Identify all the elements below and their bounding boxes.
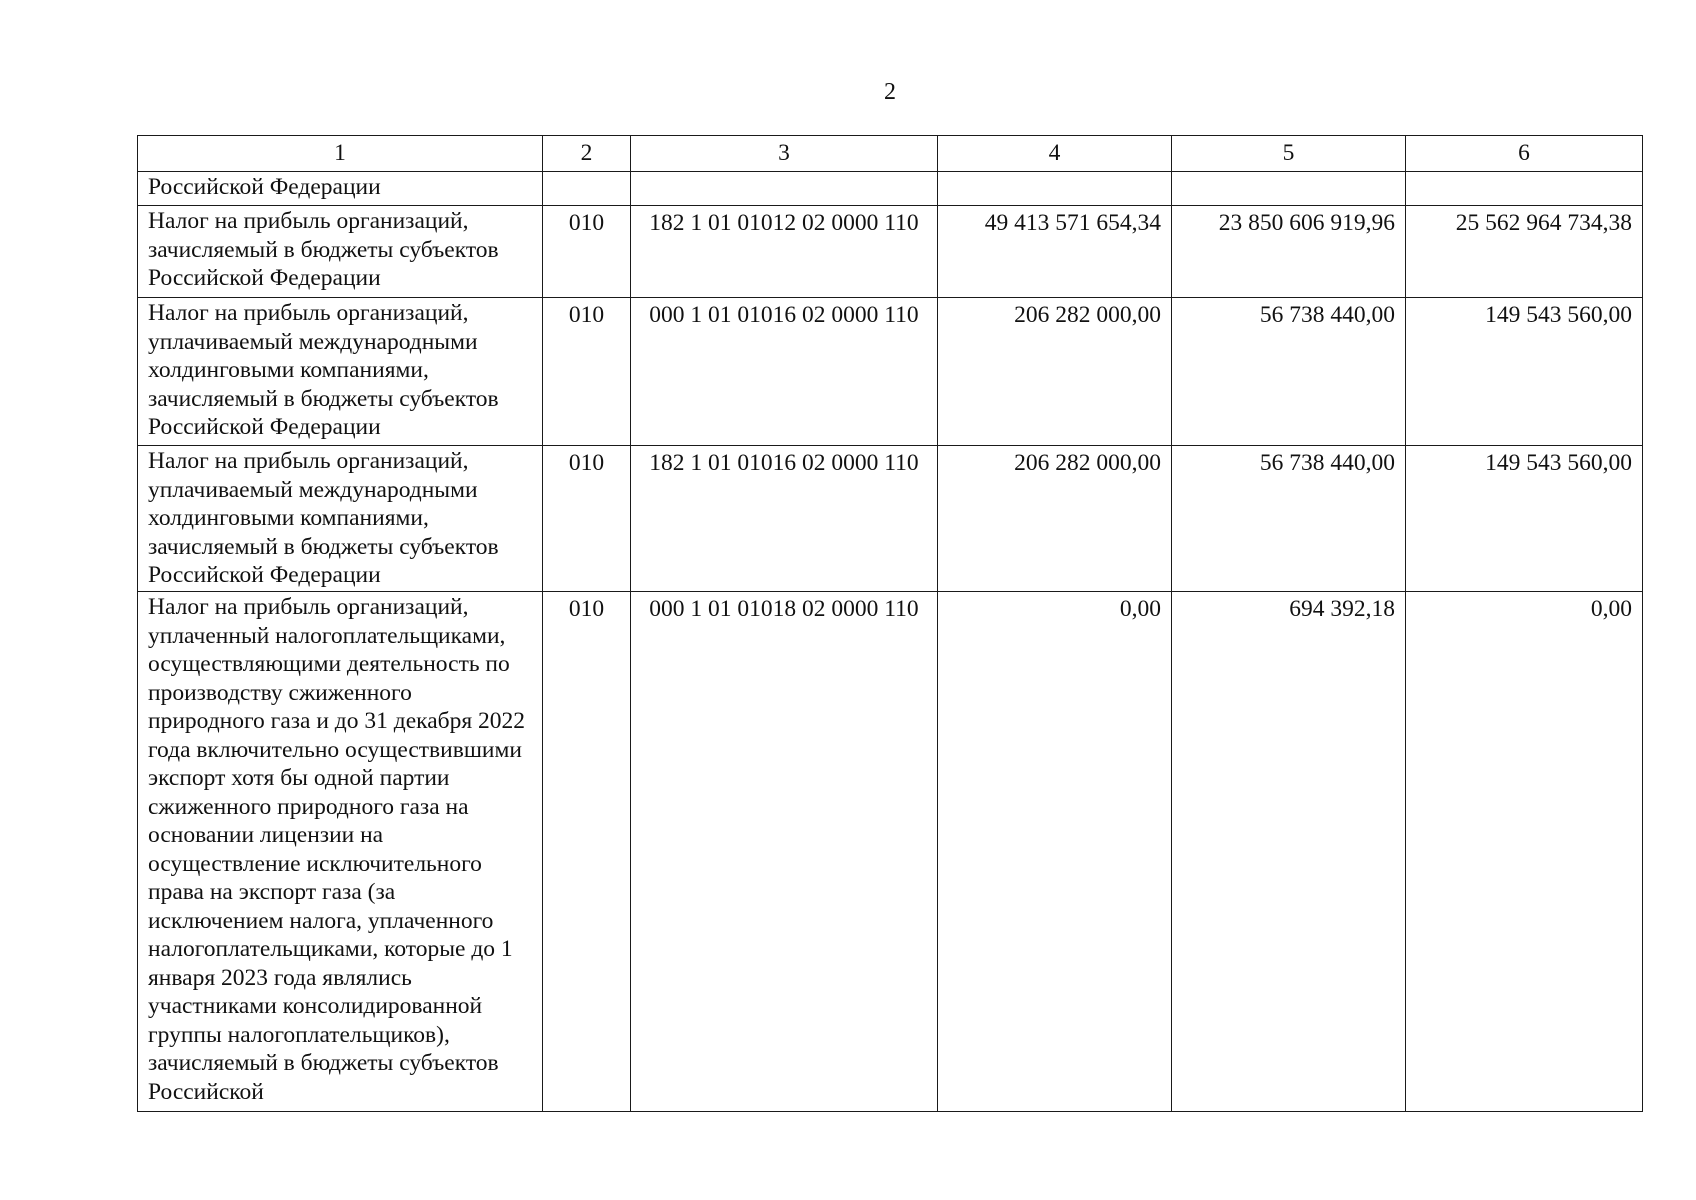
row-budget-code: 000 1 01 01018 02 0000 110 <box>631 592 938 1112</box>
row-value-4 <box>938 172 1172 206</box>
row-value-5: 56 738 440,00 <box>1172 298 1406 446</box>
row-value-6: 149 543 560,00 <box>1406 298 1643 446</box>
row-budget-code: 000 1 01 01016 02 0000 110 <box>631 298 938 446</box>
row-line-code: 010 <box>543 592 631 1112</box>
table-header-row <box>138 136 1643 172</box>
table-row <box>138 206 1643 298</box>
row-value-5: 56 738 440,00 <box>1172 446 1406 592</box>
column-header-4: 4 <box>938 136 1172 172</box>
page-number: 2 <box>884 79 896 105</box>
row-budget-code: 182 1 01 01016 02 0000 110 <box>631 446 938 592</box>
row-value-5: 23 850 606 919,96 <box>1172 206 1406 298</box>
row-name: Налог на прибыль организаций, уплачиваемый международными холдинговыми компаниями, зачисляемый в бюджеты субъектов Российской Федерации <box>138 446 543 592</box>
revenue-table <box>137 135 1643 1112</box>
row-value-6: 0,00 <box>1406 592 1643 1112</box>
column-header-3: 3 <box>631 136 938 172</box>
row-value-4: 49 413 571 654,34 <box>938 206 1172 298</box>
column-header-6: 6 <box>1406 136 1643 172</box>
table-row <box>138 298 1643 446</box>
row-value-5 <box>1172 172 1406 206</box>
row-name: Налог на прибыль организаций, уплачиваемый международными холдинговыми компаниями, зачисляемый в бюджеты субъектов Российской Федерации <box>138 298 543 446</box>
table-row <box>138 592 1643 1112</box>
row-name: Налог на прибыль организаций, уплаченный налогоплательщиками, осуществляющими деятельность по производству сжиженного природного газа и до 31 декабря 2022 года включительно осуществившими экспорт хотя бы одной партии сжиженного природного газа на основании лицензии на осуществление исключительного права на экспорт газа (за исключением налога, уплаченного налогоплательщиками, которые до 1 января 2023 года являлись участниками консолидированной группы налогоплательщиков), зачисляемый в бюджеты субъектов Российской <box>138 592 543 1112</box>
row-line-code <box>543 172 631 206</box>
table-row <box>138 446 1643 592</box>
row-value-4: 0,00 <box>938 592 1172 1112</box>
row-value-5: 694 392,18 <box>1172 592 1406 1112</box>
row-value-4: 206 282 000,00 <box>938 298 1172 446</box>
row-name: Российской Федерации <box>138 172 543 206</box>
row-value-6: 149 543 560,00 <box>1406 446 1643 592</box>
column-header-2: 2 <box>543 136 631 172</box>
table-row <box>138 172 1643 206</box>
row-budget-code <box>631 172 938 206</box>
column-header-1: 1 <box>138 136 543 172</box>
column-header-5: 5 <box>1172 136 1406 172</box>
row-value-4: 206 282 000,00 <box>938 446 1172 592</box>
row-budget-code: 182 1 01 01012 02 0000 110 <box>631 206 938 298</box>
row-line-code: 010 <box>543 446 631 592</box>
row-line-code: 010 <box>543 206 631 298</box>
row-line-code: 010 <box>543 298 631 446</box>
row-value-6 <box>1406 172 1643 206</box>
row-name: Налог на прибыль организаций, зачисляемый в бюджеты субъектов Российской Федерации <box>138 206 543 298</box>
row-value-6: 25 562 964 734,38 <box>1406 206 1643 298</box>
